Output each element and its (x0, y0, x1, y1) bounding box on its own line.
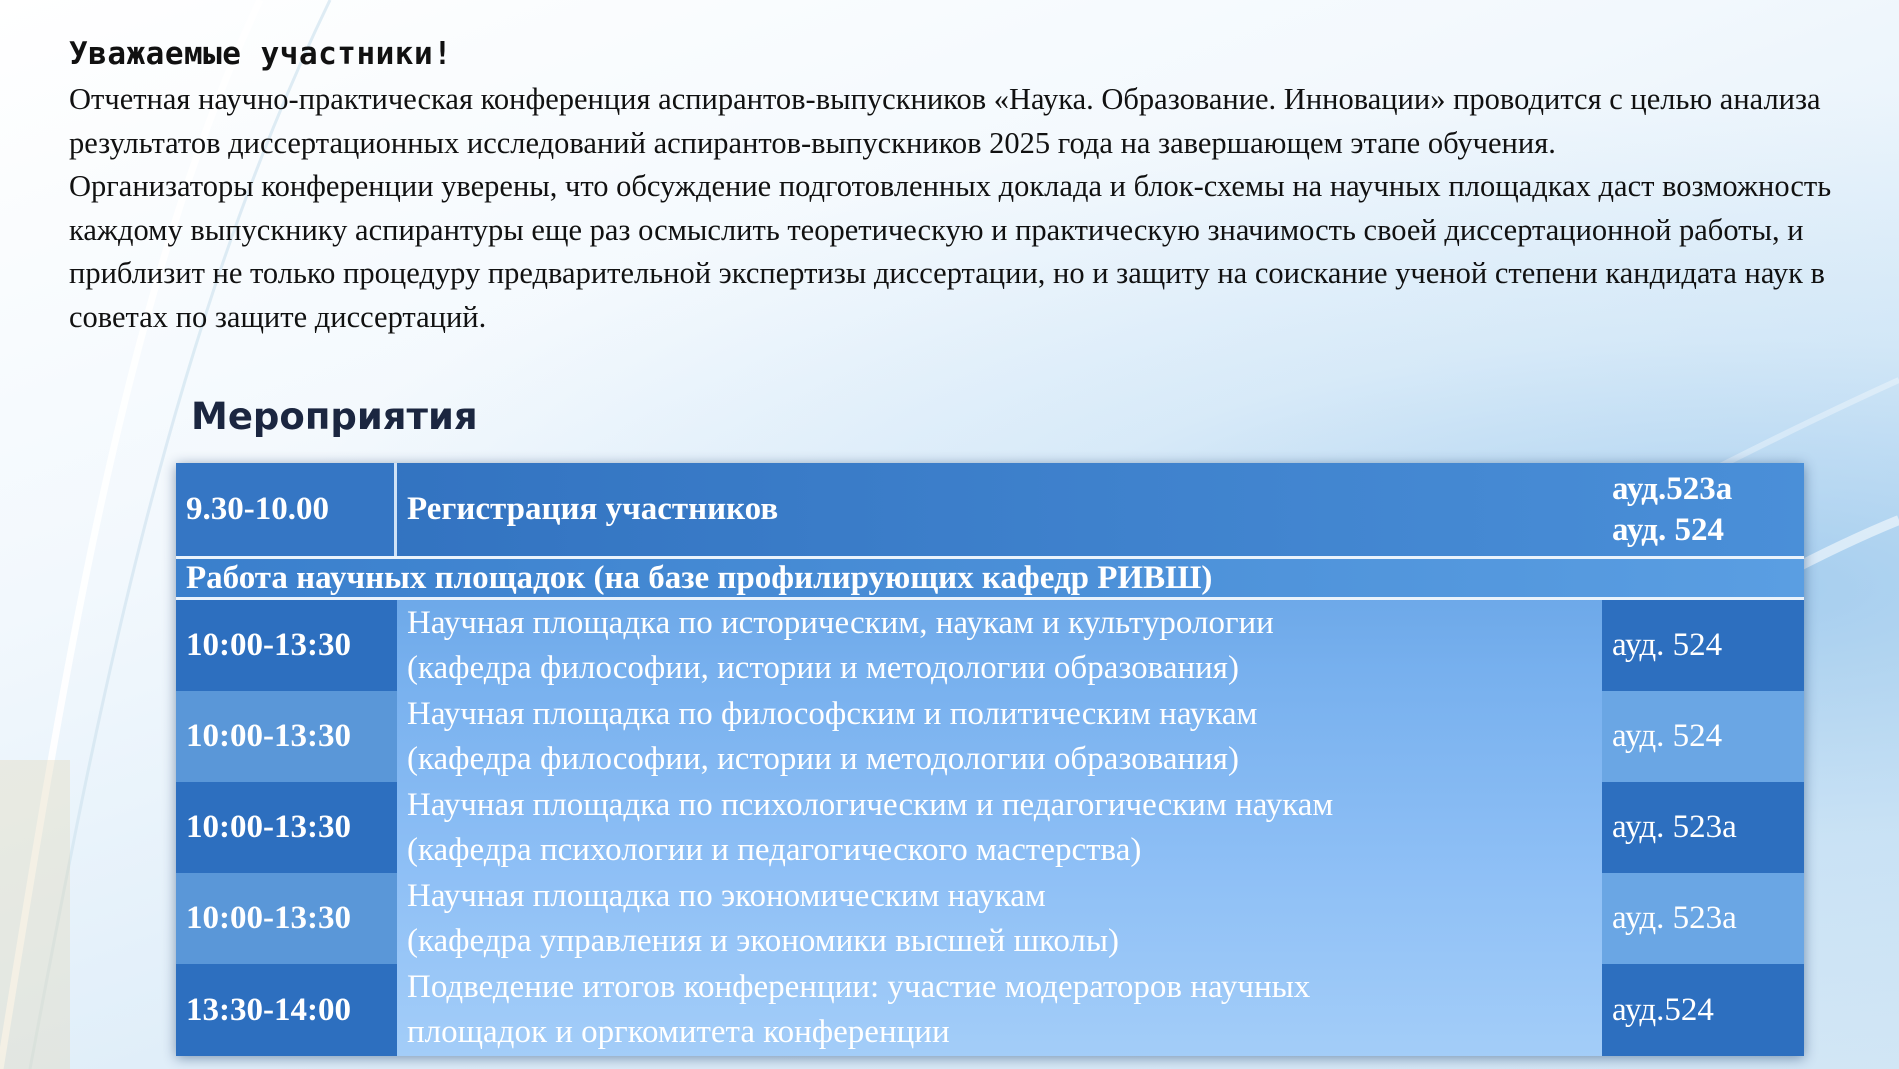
session-department: (кафедра философии, истории и методологии образования) (407, 649, 1239, 686)
registration-room-2: ауд. 524 (1612, 511, 1724, 548)
intro-text-block (69, 30, 1879, 339)
session-event (397, 964, 1778, 1056)
intro-paragraph-1: Отчетная научно-практическая конференция аспирантов-выпускников «Наука. Образование. Инновации» проводится с целью анализа результатов диссертационных исследований аспирантов-выпускников 2025 года на завершающем этапе обучения. (69, 82, 1821, 160)
events-section-title: Мероприятия (191, 395, 478, 438)
registration-row (176, 463, 1804, 556)
session-department: (кафедра управления и экономики высшей школы) (407, 922, 1120, 959)
registration-event-label: Регистрация участников (407, 491, 779, 527)
session-title: Научная площадка по психологическим и педагогическим наукам (407, 786, 1334, 823)
session-title: Подведение итогов конференции: участие модераторов научных (407, 969, 1311, 1005)
session-time: 10:00-13:30 (176, 873, 397, 964)
session-department: площадок и оргкомитета конференции (407, 1014, 950, 1050)
session-row (176, 782, 1804, 873)
session-event (397, 691, 1778, 782)
session-department: (кафедра философии, истории и методологии образования) (407, 740, 1239, 777)
session-department: (кафедра психологии и педагогического мастерства) (407, 831, 1142, 868)
work-header-row (176, 556, 1804, 600)
session-event (397, 600, 1778, 691)
greeting-heading: Уважаемые участники! (69, 36, 453, 72)
session-room: ауд. 523а (1602, 782, 1804, 873)
session-event (397, 782, 1778, 873)
schedule-table (176, 463, 1804, 1056)
session-row (176, 691, 1804, 782)
intro-paragraph-2: Организаторы конференции уверены, что обсуждение подготовленных доклада и блок-схемы на научных площадках даст возможность каждому выпускнику аспирантуры еще раз осмыслить теоретическую и практическую значимость своей диссертационной работы, и приблизит не только процедуру предварительной экспертизы диссертации, но и защиту на соискание ученой степени кандидата наук в советах по защите диссертаций. (69, 169, 1832, 334)
session-time: 10:00-13:30 (176, 600, 397, 691)
session-room: ауд. 524 (1602, 600, 1804, 691)
session-row (176, 600, 1804, 691)
session-title: Научная площадка по экономическим наукам (407, 877, 1046, 914)
session-title: Научная площадка по философским и политическим наукам (407, 695, 1258, 732)
session-room: ауд.524 (1602, 964, 1804, 1056)
session-room: ауд. 523а (1602, 873, 1804, 964)
session-time: 10:00-13:30 (176, 782, 397, 873)
registration-rooms (1602, 463, 1804, 556)
registration-time: 9.30-10.00 (176, 463, 397, 556)
session-title: Научная площадка по историческим, наукам и культурологии (407, 604, 1274, 641)
session-event (397, 873, 1778, 964)
session-row (176, 964, 1804, 1056)
work-header-label: Работа научных площадок (на базе профилирующих кафедр РИВШ) (186, 559, 1213, 596)
session-row (176, 873, 1804, 964)
registration-room-1: ауд.523а (1612, 470, 1733, 507)
session-time: 13:30-14:00 (176, 964, 397, 1056)
session-room: ауд. 524 (1602, 691, 1804, 782)
registration-event (397, 463, 1567, 556)
session-time: 10:00-13:30 (176, 691, 397, 782)
